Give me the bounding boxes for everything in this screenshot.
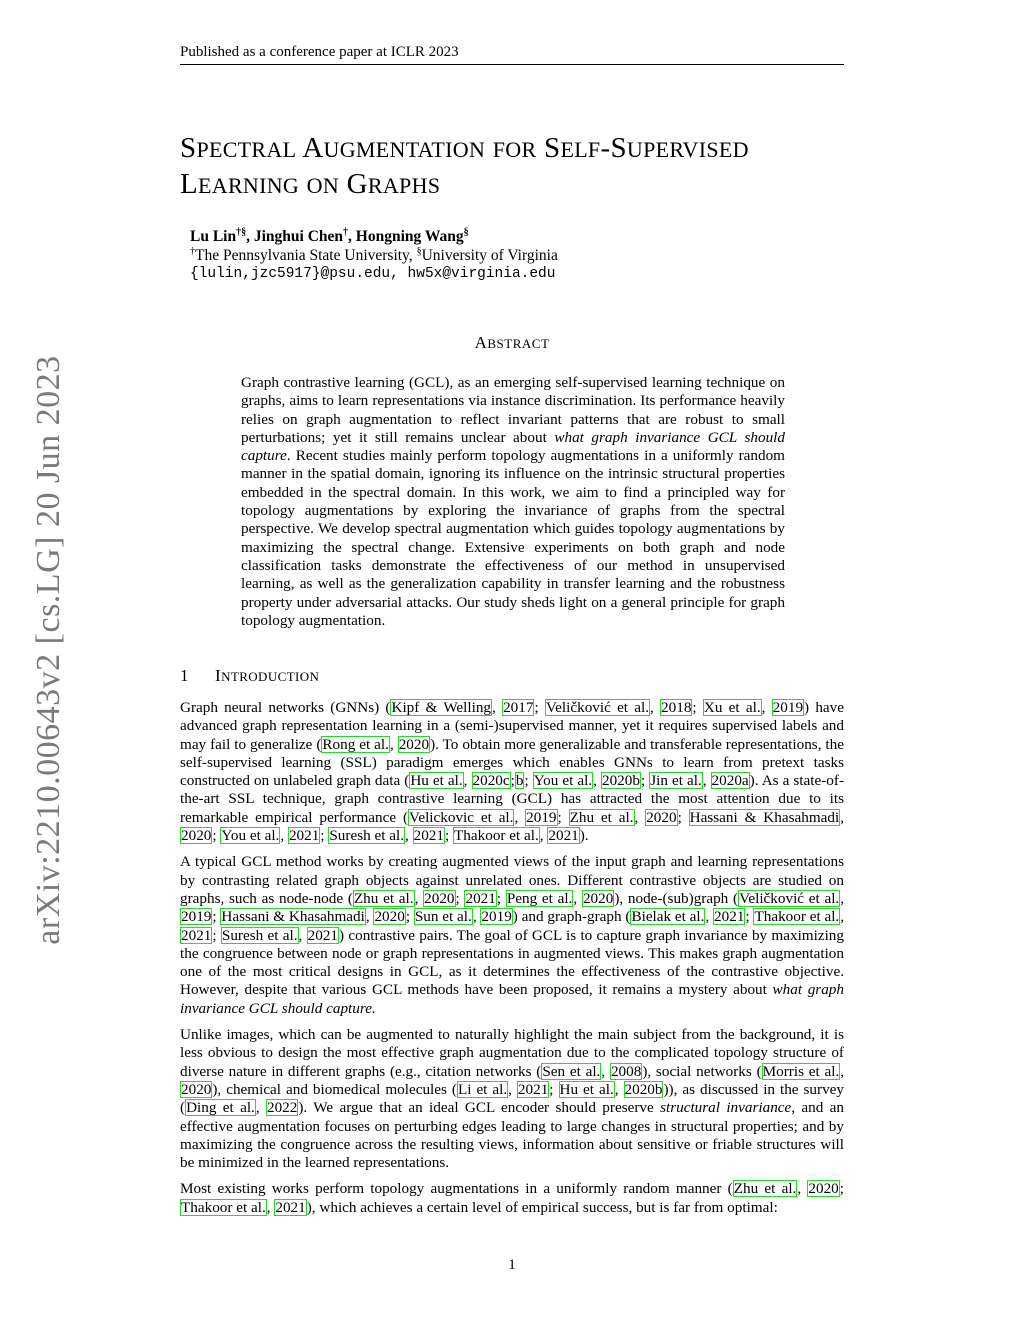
body-paragraph xyxy=(180,1026,844,1172)
citation-link[interactable]: b xyxy=(515,772,524,790)
text-run: ; xyxy=(405,908,414,926)
text-run: ; xyxy=(745,908,754,926)
text-run: ; xyxy=(496,889,506,907)
author-separator: , xyxy=(246,228,254,245)
text-run: , xyxy=(840,808,845,826)
text-run: ; xyxy=(212,926,221,944)
introduction-body xyxy=(180,699,844,1225)
text-run: , xyxy=(797,1180,808,1198)
text-run: ), chemical and biomedical molecules ( xyxy=(212,1080,457,1098)
text-run: Graph neural networks (GNNs) ( xyxy=(180,699,391,716)
text-run: )), as discussed in the survey ( xyxy=(180,1080,845,1117)
text-run: , xyxy=(573,889,582,907)
citation-link[interactable]: 2018 xyxy=(661,699,692,716)
citation-link[interactable]: 2020 xyxy=(582,889,614,907)
section-title: INTRODUCTION xyxy=(215,666,320,685)
citation-link[interactable]: 2020 xyxy=(424,889,455,907)
citation-link[interactable]: Bielak et al. xyxy=(631,908,705,926)
citation-link[interactable]: 2019 xyxy=(481,908,512,926)
text-run: , xyxy=(298,926,307,944)
page-number: 1 xyxy=(508,1257,516,1273)
citation-link[interactable]: 2020 xyxy=(398,735,430,753)
author-mark: †§ xyxy=(236,226,247,238)
citation-link[interactable]: Rong et al. xyxy=(322,735,389,753)
citation-link[interactable]: 2019 xyxy=(772,699,804,716)
abstract-text xyxy=(241,374,785,630)
text-run: ). xyxy=(579,827,589,845)
emphasized-text: what graph invariance GCL should capture. xyxy=(180,981,844,1017)
text-run: ). We argue that an ideal GCL encoder should preserve xyxy=(298,1099,661,1117)
text-run: , xyxy=(508,1080,517,1098)
text-run: , xyxy=(650,699,661,716)
text-run: ; xyxy=(692,699,703,716)
text-run: , xyxy=(514,808,526,826)
citation-link[interactable]: 2021 xyxy=(181,926,212,944)
citation-link[interactable]: You et al. xyxy=(533,772,593,790)
citation-link[interactable]: Thakoor et al. xyxy=(181,1198,266,1216)
citation-link[interactable]: 2021 xyxy=(288,827,320,845)
citation-link[interactable]: 2020 xyxy=(181,827,212,845)
author-names xyxy=(190,227,830,246)
citation-link[interactable]: Zhu et al. xyxy=(353,889,414,907)
body-paragraph xyxy=(180,853,844,1018)
citation-link[interactable]: 2020a xyxy=(711,772,749,790)
author-separator: , xyxy=(348,228,356,245)
citation-link[interactable]: Zhu et al. xyxy=(733,1180,797,1198)
affiliation-psu: The Pennsylvania State University, xyxy=(195,247,417,264)
text-run: , xyxy=(702,772,711,790)
text-run: ; xyxy=(510,772,515,790)
section-number: 1 xyxy=(180,666,189,685)
body-paragraph xyxy=(180,1180,844,1217)
text-run: A typical GCL method works by creating augmented views of the input graph and learning representations by contrasting related graph objects against unrelated ones. Different contrastive objects are studied on graphs, such as node-node ( xyxy=(180,853,844,907)
citation-link[interactable]: Hassani & Khasahmadi xyxy=(689,808,840,826)
text-run: ), which achieves a certain level of empirical success, but is far from optimal: xyxy=(306,1198,778,1216)
citation-link[interactable]: 2008 xyxy=(610,1062,642,1080)
text-run: , xyxy=(255,1099,266,1117)
citation-link[interactable]: 2017 xyxy=(503,699,534,716)
text-run: ) have advanced graph representation learning in a (semi-)supervised manner, yet it requires supervised labels and may fail to generalize ( xyxy=(180,699,844,753)
citation-link[interactable]: Xu et al. xyxy=(703,699,761,716)
text-run: , xyxy=(840,908,845,926)
text-run: , xyxy=(266,1198,275,1216)
citation-link[interactable]: Hu et al. xyxy=(559,1080,614,1098)
text-run: ; xyxy=(557,808,569,826)
text-run: ; xyxy=(549,1080,559,1098)
text-run: , xyxy=(840,889,845,907)
text-run: ; xyxy=(640,772,650,790)
text-run: ). To obtain more generalizable and transferable representations, the self-supervised learning (SSL) paradigm emerges which enables GNNs to learn from pretext tasks constructed on unlabeled graph data ( xyxy=(180,735,844,790)
citation-link[interactable]: Suresh et al. xyxy=(329,827,405,845)
affiliation-mark: § xyxy=(416,245,422,257)
author-name: Jinghui Chen xyxy=(253,228,344,245)
author-block xyxy=(190,227,830,284)
author-mark: † xyxy=(343,226,349,238)
citation-link[interactable]: 2021 xyxy=(307,926,339,944)
citation-link[interactable]: 2020 xyxy=(646,808,677,826)
abstract-heading: ABSTRACT xyxy=(474,333,550,352)
author-name: Lu Lin xyxy=(190,228,237,245)
citation-link[interactable]: 2021 xyxy=(517,1080,549,1098)
citation-link[interactable]: Li et al. xyxy=(457,1080,508,1098)
text-run: , xyxy=(539,827,548,845)
header-rule xyxy=(180,64,844,65)
citation-link[interactable]: 2021 xyxy=(465,889,496,907)
citation-link[interactable]: Hassani & Khasahmadi xyxy=(221,908,365,926)
text-run: , xyxy=(601,1062,610,1080)
text-run: , xyxy=(365,908,374,926)
citation-link[interactable]: 2020 xyxy=(808,1180,839,1198)
arxiv-identifier[interactable]: arXiv:2210.00643v2 [cs.LG] 20 Jun 2023 xyxy=(30,355,67,945)
text-run: , xyxy=(389,735,398,753)
citation-link[interactable]: Kipf & Welling xyxy=(391,699,492,716)
text-run: ), social networks ( xyxy=(642,1062,762,1080)
text-run: ; xyxy=(212,827,221,845)
text-run: ; xyxy=(444,827,454,845)
citation-link[interactable]: 2020b xyxy=(624,1080,663,1098)
text-run: , xyxy=(280,827,288,845)
text-run: , xyxy=(614,1080,624,1098)
author-emails[interactable]: {lulin,jzc5917}@psu.edu, hw5x@virginia.edu xyxy=(190,266,556,282)
citation-link[interactable]: Morris et al. xyxy=(762,1062,840,1080)
text-run: , xyxy=(705,908,714,926)
citation-link[interactable]: Veličković et al. xyxy=(739,889,840,907)
text-run: , xyxy=(492,699,503,716)
text-run: ; xyxy=(212,908,221,926)
text-run: , xyxy=(761,699,772,716)
citation-link[interactable]: Sun et al. xyxy=(414,908,472,926)
citation-link[interactable]: 2020b xyxy=(601,772,640,790)
text-run: ; xyxy=(455,889,465,907)
text-run: ; xyxy=(320,827,329,845)
affiliations xyxy=(190,246,830,265)
citation-link[interactable]: Veličković et al. xyxy=(545,699,650,716)
citation-link[interactable]: Thakoor et al. xyxy=(454,827,539,845)
citation-link[interactable]: 2020 xyxy=(374,908,405,926)
title-line-2: LEARNING ON GRAPHS xyxy=(180,168,441,200)
citation-link[interactable]: 2021 xyxy=(714,908,745,926)
title-line-1: SPECTRAL AUGMENTATION FOR SELF-SUPERVISED xyxy=(180,132,749,164)
body-paragraph xyxy=(180,699,844,845)
citation-link[interactable]: 2020c xyxy=(472,772,510,790)
citation-link[interactable]: Zhu et al. xyxy=(569,808,634,826)
paper-title xyxy=(180,131,850,203)
citation-link[interactable]: Hu et al. xyxy=(410,772,463,790)
text-run: , xyxy=(840,1062,845,1080)
emphasized-text: structural invariance xyxy=(660,1099,792,1117)
text-run: ). As a state-of-the-art SSL technique, graph contrastive learning (GCL) has attracted the most attention due to its remarkable empirical performance ( xyxy=(180,772,844,826)
citation-link[interactable]: 2019 xyxy=(181,908,212,926)
citation-link[interactable]: 2021 xyxy=(275,1198,306,1216)
affiliation-uva: University of Virginia xyxy=(421,247,558,264)
citation-link[interactable]: Velickovic et al. xyxy=(409,808,514,826)
text-run: ), node-(sub)graph ( xyxy=(614,889,739,907)
text-run: , xyxy=(593,772,601,790)
citation-link[interactable]: You et al. xyxy=(221,827,280,845)
text-run: ; xyxy=(677,808,689,826)
section-heading xyxy=(180,666,319,686)
text-run: , xyxy=(405,827,413,845)
text-run: ; xyxy=(524,772,533,790)
text-run: , xyxy=(414,889,424,907)
citation-link[interactable]: 2021 xyxy=(413,827,444,845)
text-run: ) and graph-graph ( xyxy=(512,908,631,926)
citation-link[interactable]: Peng et al. xyxy=(506,889,573,907)
text-run: , xyxy=(463,772,472,790)
affiliation-mark: † xyxy=(190,245,195,257)
text-run: , xyxy=(472,908,481,926)
text-run: ) contrastive pairs. The goal of GCL is to capture graph invariance by maximizing the congruence between node or graph representations in augmented views. This makes graph augmentation one of the most critical designs in GCL, as it determines the effectiveness of the contrastive objective. However, despite that various GCL methods have been proposed, it remains a mystery about xyxy=(180,926,844,999)
citation-link[interactable]: Ding et al. xyxy=(186,1099,255,1117)
citation-link[interactable]: 2021 xyxy=(548,827,579,845)
text-run: Most existing works perform topology augmentations in a uniformly random manner ( xyxy=(180,1180,733,1198)
text-run: Unlike images, which can be augmented to naturally highlight the main subject from the background, it is less obvious to design the most effective graph augmentation due to the complicated topology structure of diverse nature in different graphs (e.g., citation networks ( xyxy=(180,1026,844,1080)
text-run: Graph contrastive learning (GCL), as an emerging self-supervised learning technique on graphs, aims to learn representations via instance discrimination. Its performance heavily relies on graph augmentation to reflect invariant patterns that are robust to small perturbations; yet it still remains unclear about xyxy=(241,374,785,446)
text-run: ; xyxy=(839,1180,844,1198)
author-name: Hongning Wang xyxy=(355,228,464,245)
citation-link[interactable]: Sen et al. xyxy=(542,1062,601,1080)
author-mark: § xyxy=(463,226,469,238)
citation-link[interactable]: 2022 xyxy=(266,1099,298,1117)
text-run: , and an effective augmentation focuses on perturbing edges leading to large changes in structural properties; and by maximizing the congruence across the resulting views, information about sensitive or friable structures will be minimized in the learned representations. xyxy=(180,1099,845,1172)
running-header: Published as a conference paper at ICLR 2023 xyxy=(180,44,459,60)
text-run: , xyxy=(634,808,646,826)
citation-link[interactable]: Suresh et al. xyxy=(221,926,298,944)
citation-link[interactable]: Thakoor et al. xyxy=(754,908,840,926)
citation-link[interactable]: 2020 xyxy=(181,1080,212,1098)
text-run: ; xyxy=(534,699,545,716)
text-run: . Recent studies mainly perform topology augmentations in a uniformly random manner in the spatial domain, ignoring its influence on the intrinsic structural properties embedded in the spectral domain. In this work, we aim to find a principled way for topology augmentations by exploring the invariance of graphs from the spectral perspective. We develop spectral augmentation which guides topology augmentations by maximizing the spectral change. Extensive experiments on both graph and node classification tasks demonstrate the effectiveness of our method in unsupervised learning, as well as the generalization capability in transfer learning and the robustness property under adversarial attacks. Our study sheds light on a general principle for graph topology augmentation. xyxy=(241,447,785,629)
citation-link[interactable]: Jin et al. xyxy=(650,772,702,790)
emphasized-text: what graph invariance GCL should capture xyxy=(241,428,785,465)
citation-link[interactable]: 2019 xyxy=(526,808,557,826)
